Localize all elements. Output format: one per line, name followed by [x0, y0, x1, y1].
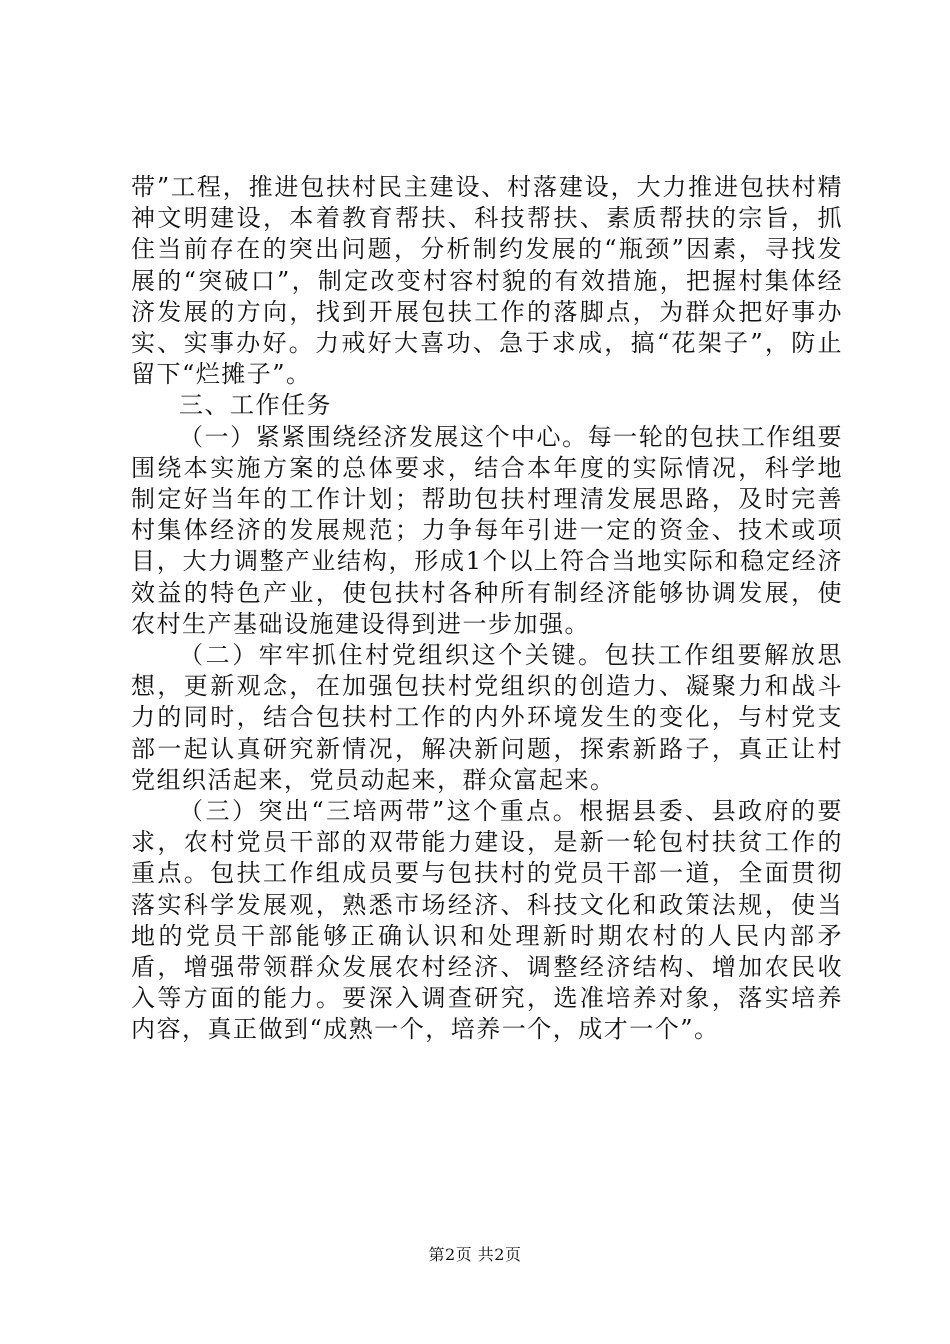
task-paragraph-1: （一）紧紧围绕经济发展这个中心。每一轮的包扶工作组要围绕本实施方案的总体要求，结合本年度的实际情况，科学地制定好当年的工作计划；帮助包扶村理清发展思路，及时完善村集体经济的发展规范；力争每年引进一定的资金、技术或项目，大力调整产业结构，形成1个以上符合当地实际和稳定经济效益的特色产业，使包扶村各种所有制经济能够协调发展，使农村生产基础设施建设得到进一步加强。 — [131, 422, 843, 638]
task-paragraph-2: （二）牢牢抓住村党组织这个关键。包扶工作组要解放思想，更新观念，在加强包扶村党组织的创造力、凝聚力和战斗力的同时，结合包扶村工作的内外环境发生的变化，与村党支部一起认真研究新情况，解决新问题，探索新路子，真正让村党组织活起来，党员动起来，群众富起来。 — [131, 641, 843, 794]
section-heading: 三、工作任务 — [179, 391, 332, 420]
document-body — [131, 172, 843, 1046]
paragraph-continuation: 带”工程，推进包扶村民主建设、村落建设，大力推进包扶村精神文明建设，本着教育帮扶、科技帮扶、素质帮扶的宗旨，抓住当前存在的突出问题，分析制约发展的“瓶颈”因素，寻找发展的“突破口”，制定改变村容村貌的有效措施，把握村集体经济发展的方向，找到开展包扶工作的落脚点，为群众把好事办实、实事办好。力戒好大喜功、急于求成，搞“花架子”，防止留下“烂摊子”。 — [131, 173, 843, 389]
task-paragraph-3: （三）突出“三培两带”这个重点。根据县委、县政府的要求，农村党员干部的双带能力建设，是新一轮包村扶贫工作的重点。包扶工作组成员要与包扶村的党员干部一道，全面贯彻落实科学发展观，熟悉市场经济、科技文化和政策法规，使当地的党员干部能够正确认识和处理新时期农村的人民内部矛盾，增强带领群众发展农村经济、调整经济结构、增加农民收入等方面的能力。要深入调查研究，选准培养对象，落实培养内容，真正做到“成熟一个，培养一个，成才一个”。 — [131, 797, 843, 1044]
page-number-footer: 第2页 共2页 — [428, 1245, 522, 1264]
